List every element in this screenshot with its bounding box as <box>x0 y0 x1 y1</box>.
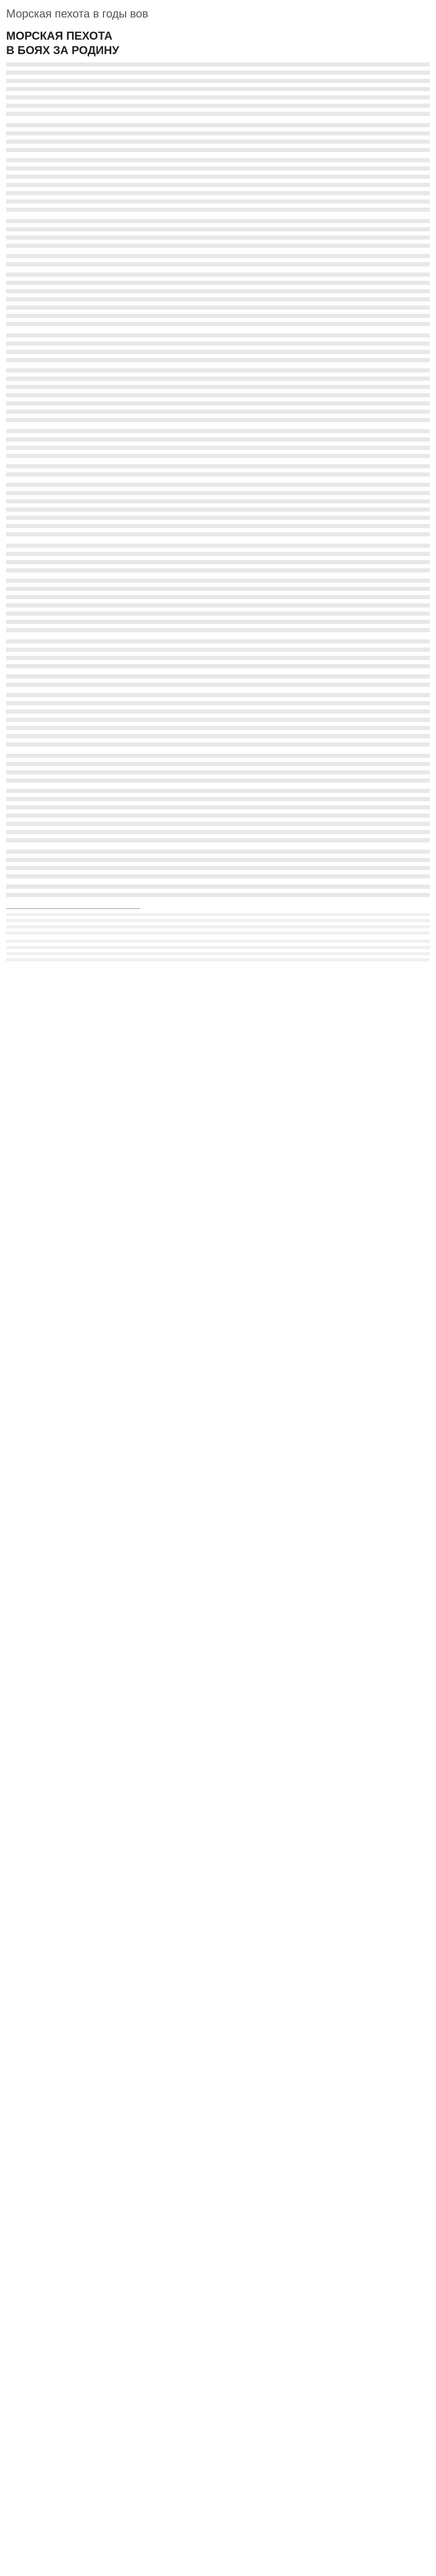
article-paragraph-placeholder <box>6 789 430 845</box>
headline-line-1: МОРСКАЯ ПЕХОТА <box>6 29 113 43</box>
article-headline <box>6 29 430 57</box>
article-body <box>6 62 430 962</box>
article-paragraph-placeholder <box>6 123 430 154</box>
article-paragraph-placeholder <box>6 579 430 635</box>
footnote-placeholder <box>6 940 430 962</box>
article-paragraph-placeholder <box>6 483 430 539</box>
article-paragraph-placeholder <box>6 273 430 329</box>
article-paragraph-placeholder <box>6 333 430 364</box>
footnote-divider <box>6 908 140 909</box>
article-paragraph-placeholder <box>6 544 430 574</box>
article-paragraph-placeholder <box>6 754 430 785</box>
article-paragraph-placeholder <box>6 693 430 750</box>
article-paragraph-placeholder <box>6 62 430 119</box>
article-paragraph-placeholder <box>6 254 430 268</box>
article-paragraph-placeholder <box>6 850 430 880</box>
headline-line-2: В БОЯХ ЗА РОДИНУ <box>6 43 119 57</box>
article-paragraph-placeholder <box>6 368 430 425</box>
article-paragraph-placeholder <box>6 219 430 250</box>
article-paragraph-placeholder <box>6 885 430 899</box>
article-paragraph-placeholder <box>6 158 430 215</box>
article-paragraph-placeholder <box>6 464 430 479</box>
article-paragraph-placeholder <box>6 639 430 670</box>
footnote-placeholder <box>6 913 430 936</box>
article-paragraph-placeholder <box>6 429 430 460</box>
breadcrumb: Морская пехота в годы вов <box>6 7 148 20</box>
article-paragraph-placeholder <box>6 674 430 689</box>
